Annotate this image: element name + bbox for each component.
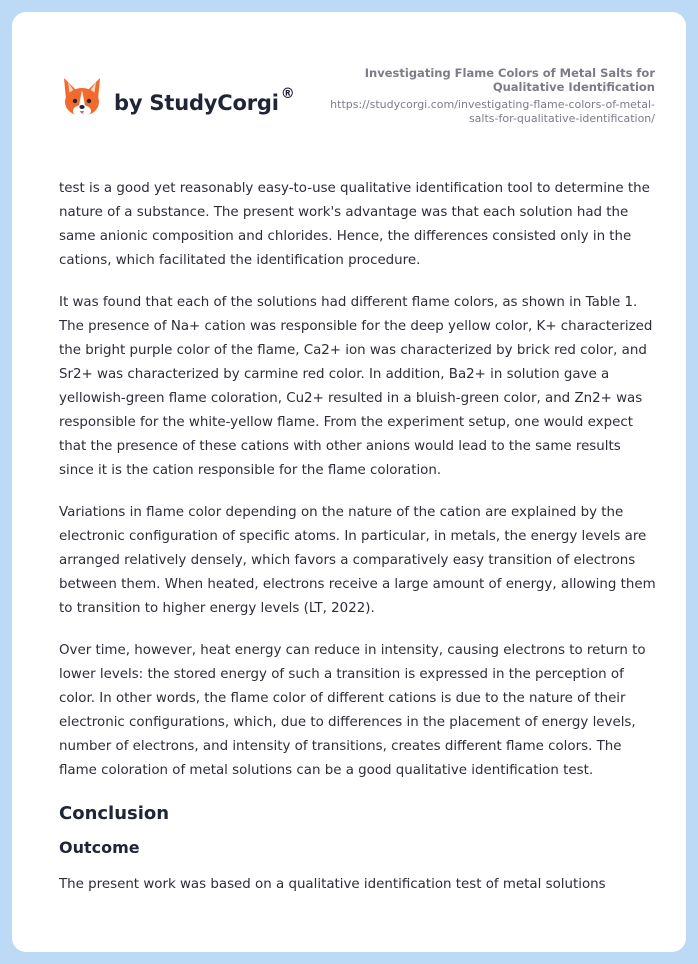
body-paragraph: Over time, however, heat energy can reduce in intensity, causing electrons to return to lower levels: the stored energy of such a transition is expressed in the perception of color. In other words, the flame color of different cations is due to the nature of their electronic configurations, which, due to differences in the placement of energy levels, number of electrons, and intensity of transitions, creates different flame colors. The flame coloration of metal solutions can be a good qualitative identification test. (59, 643, 646, 778)
registered-mark: ® (280, 85, 295, 102)
document-title: Investigating Flame Colors of Metal Salts for Qualitative Identification (364, 66, 655, 94)
body-paragraph: It was found that each of the solutions had different flame colors, as shown in Table 1. The presence of Na+ cation was responsible for the deep yellow color, K+ characterized the bright purple color of the flame, Ca2+ ion was characterized by brick red color, and Sr2+ was characterized by carmine red color. In addition, Ba2+ in solution gave a yellowish-green flame coloration, Cu2+ resulted in a bluish-green color, and Zn2+ was responsible for the white-yellow flame. From the experiment setup, one would expect that the presence of these cations with other anions would lead to the same results since it is the cation responsible for the flame coloration. (59, 295, 653, 478)
section-heading: Conclusion (59, 803, 170, 824)
document-page (12, 12, 686, 952)
brand-text: by StudyCorgi (114, 90, 279, 115)
studycorgi-logo[interactable] (60, 76, 295, 120)
brand-name (114, 85, 295, 115)
document-body (59, 177, 659, 915)
body-paragraph: test is a good yet reasonably easy-to-use qualitative identification tool to determine the nature of a substance. The present work's advantage was that each solution had the same anionic composition and chlorides. Hence, the differences consisted only in the cations, which facilitated the identification procedure. (59, 181, 650, 268)
corgi-icon (60, 76, 104, 120)
section-subheading: Outcome (59, 838, 140, 857)
document-url[interactable]: https://studycorgi.com/investigating-flame-colors-of-metal-salts-for-qualitative-identification/ (330, 98, 655, 125)
body-paragraph: The present work was based on a qualitative identification test of metal solutions (59, 877, 606, 892)
document-meta (315, 66, 655, 126)
body-paragraph: Variations in flame color depending on the nature of the cation are explained by the electronic configuration of specific atoms. In particular, in metals, the energy levels are arranged relatively densely, which favors a comparatively easy transition of electrons between them. When heated, electrons receive a large amount of energy, allowing them to transition to higher energy levels (LT, 2022). (59, 505, 656, 616)
page-header (12, 12, 686, 162)
